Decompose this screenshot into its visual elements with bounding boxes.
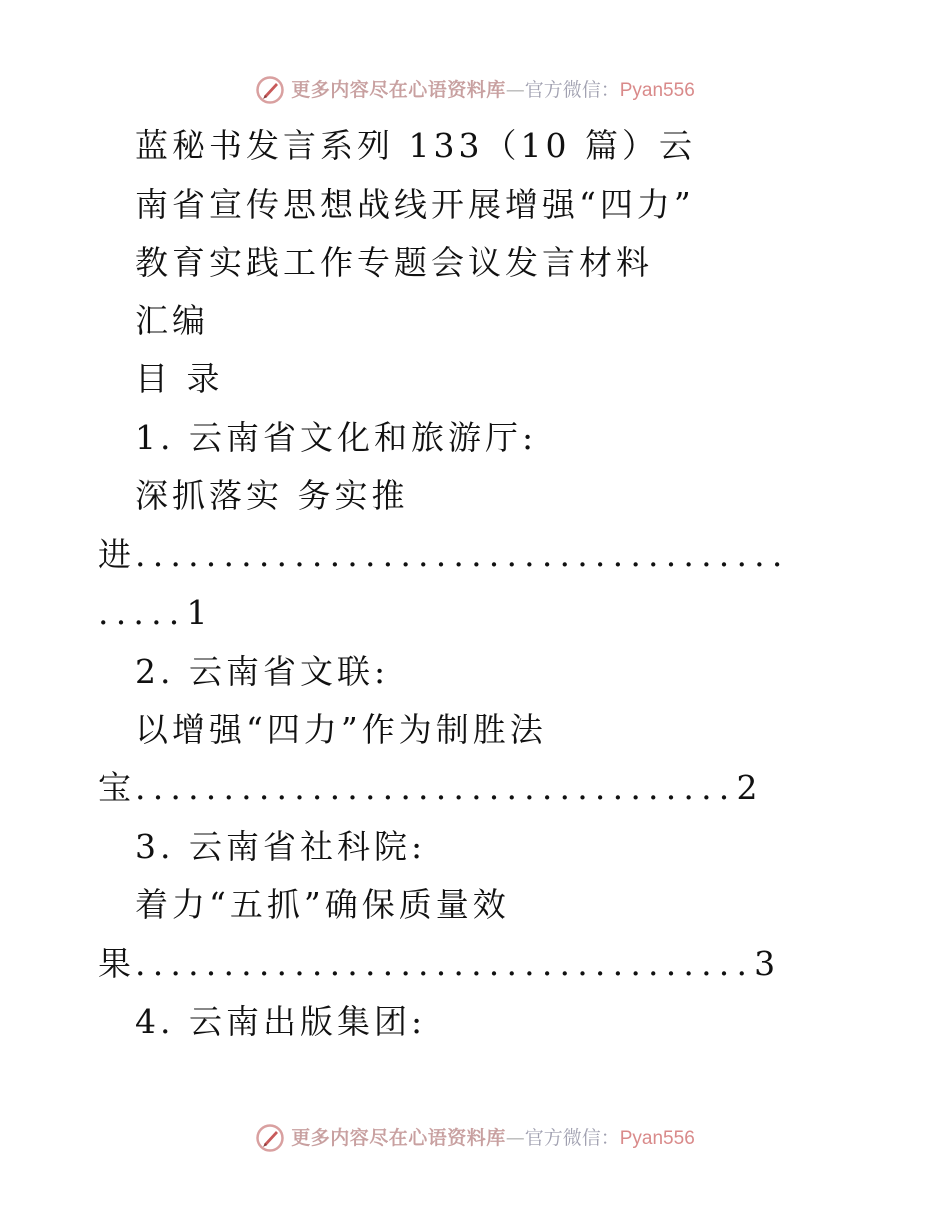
toc-entry-1-title-tail: 进 bbox=[98, 535, 135, 574]
toc-entry-3-title: 着力“五抓”确保质量效 bbox=[135, 885, 510, 924]
toc-entry-2-leader-line bbox=[98, 766, 761, 810]
watermark-main-text: 更多内容尽在心语资料库 bbox=[291, 78, 506, 101]
toc-entry-3-leader: ................................... bbox=[135, 944, 755, 983]
toc-entry-2-title-tail: 宝 bbox=[98, 768, 135, 807]
watermark-account-id: Pyan556 bbox=[619, 79, 695, 101]
title-line-4: 汇编 bbox=[135, 301, 209, 340]
toc-entry-3-org: 3. 云南省社科院: bbox=[135, 827, 427, 866]
title-line-2: 南省宣传思想战线开展增强“四力” bbox=[135, 185, 695, 224]
toc-entry-3-title-tail: 果 bbox=[98, 944, 135, 983]
toc-entry-3-leader-line bbox=[98, 942, 779, 986]
watermark-separator: — bbox=[505, 78, 525, 101]
toc-entry-4-org: 4. 云南出版集团: bbox=[135, 1002, 427, 1041]
toc-entry-1-org: 1. 云南省文化和旅游厅: bbox=[135, 418, 538, 457]
toc-heading: 目 录 bbox=[135, 359, 224, 398]
toc-entry-1-leader-line bbox=[98, 533, 790, 577]
toc-entry-3-page: 3 bbox=[754, 944, 780, 983]
quill-logo-icon bbox=[255, 1123, 285, 1153]
toc-entry-1-page: 1 bbox=[186, 593, 212, 632]
watermark-account-id: Pyan556 bbox=[619, 1127, 695, 1149]
toc-entry-2-page: 2 bbox=[736, 768, 762, 807]
watermark-account-label: 官方微信： bbox=[524, 1126, 620, 1149]
toc-entry-1-leader: ..................................... bbox=[135, 535, 790, 574]
watermark-separator: — bbox=[505, 1126, 525, 1149]
watermark-main-text: 更多内容尽在心语资料库 bbox=[291, 1126, 506, 1149]
toc-entry-2-title: 以增强“四力”作为制胜法 bbox=[135, 710, 547, 749]
toc-entry-1-title: 深抓落实 务实推 bbox=[135, 476, 409, 515]
toc-entry-1-page-line bbox=[98, 591, 211, 635]
toc-entry-2-org: 2. 云南省文联: bbox=[135, 652, 390, 691]
toc-entry-1-leader-cont: ..... bbox=[98, 593, 187, 632]
toc-entry-2-leader: .................................. bbox=[135, 768, 737, 807]
title-line-1: 蓝秘书发言系列 133（10 篇）云 bbox=[135, 126, 696, 165]
title-line-3: 教育实践工作专题会议发言材料 bbox=[135, 243, 653, 282]
watermark-account-label: 官方微信： bbox=[524, 78, 620, 101]
watermark-footer bbox=[0, 1118, 950, 1158]
